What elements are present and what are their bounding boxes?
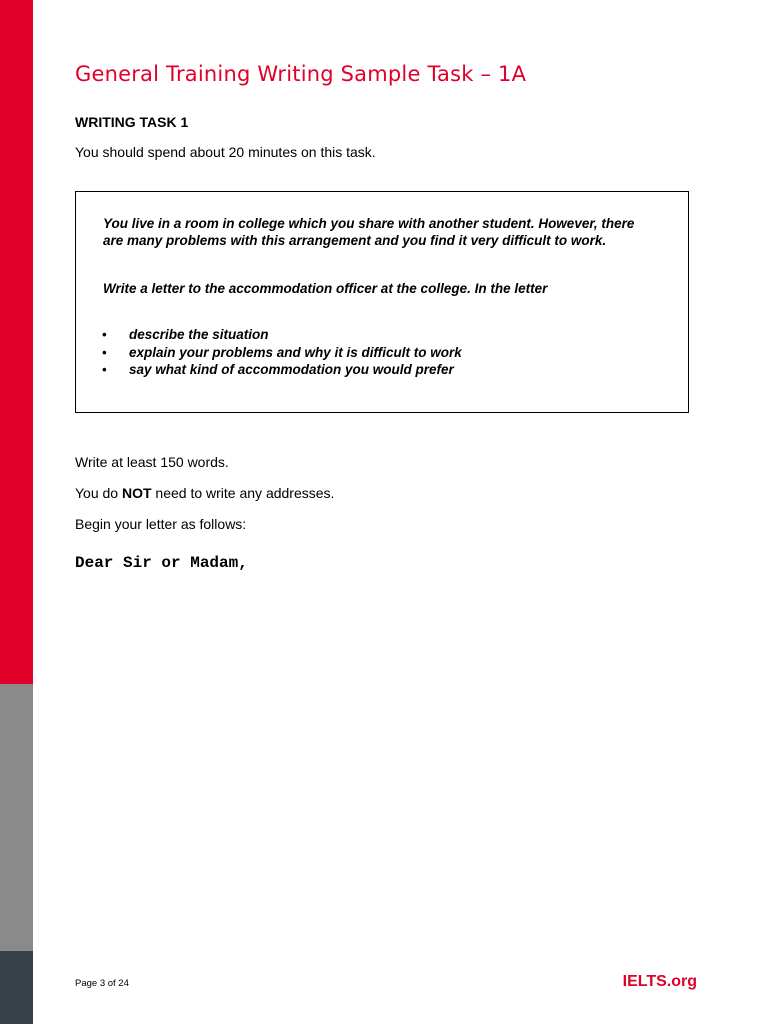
side-bar-grey-segment [0, 684, 33, 951]
bullet-text: describe the situation [129, 327, 269, 342]
side-bar-dark-segment [0, 951, 33, 1024]
letter-salutation: Dear Sir or Madam, [75, 554, 248, 572]
address-instruction [75, 485, 334, 501]
side-color-bar [0, 0, 33, 1024]
address-emphasis: NOT [121, 485, 152, 501]
ielts-logo: IELTS.org [622, 973, 697, 990]
bullet-text: say what kind of accommodation you would prefer [129, 362, 454, 378]
bullet-text: explain your problems and why it is difficult to work [129, 344, 462, 360]
bullet-icon: • [102, 362, 107, 378]
task-prompt-box [75, 191, 689, 413]
address-prefix: You do [75, 485, 122, 501]
side-bar-red-segment [0, 0, 33, 684]
time-instruction: You should spend about 20 minutes on this task. [75, 144, 376, 160]
page-title: General Training Writing Sample Task – 1A [75, 62, 527, 86]
bullet-icon: • [102, 327, 107, 342]
begin-instruction: Begin your letter as follows: [75, 516, 247, 532]
situation-line-2: are many problems with this arrangement and you find it very difficult to work. [103, 233, 607, 248]
word-count-instruction: Write at least 150 words. [75, 454, 229, 470]
address-suffix: need to write any addresses. [151, 485, 335, 501]
task-heading: WRITING TASK 1 [75, 114, 189, 130]
bullet-icon: • [102, 344, 107, 360]
letter-prompt: Write a letter to the accommodation officer at the college. In the letter [103, 281, 548, 296]
situation-line-1: You live in a room in college which you share with another student. However, there [103, 216, 635, 231]
page-number: Page 3 of 24 [75, 978, 129, 989]
